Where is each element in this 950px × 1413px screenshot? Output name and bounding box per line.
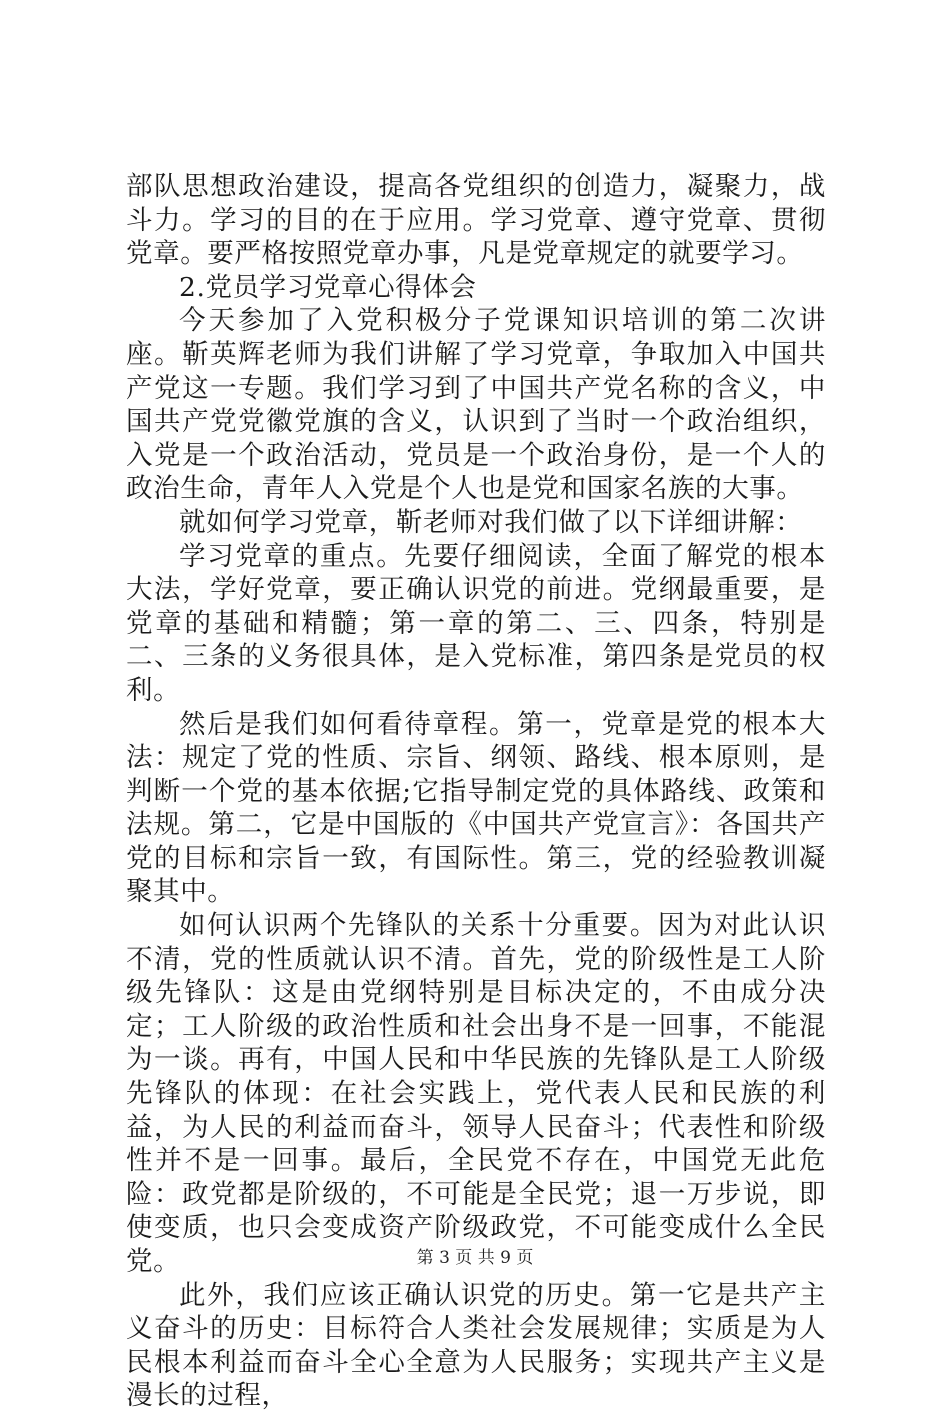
paragraph: 今天参加了入党积极分子党课知识培训的第二次讲座。靳英辉老师为我们讲解了学习党章，争取加入中国共产党这一专题。我们学习到了中国共产党名称的含义，中国共产党党徽党旗的含义，认识到了当时一个政治组织，入党是一个政治活动，党员是一个政治身份，是一个人的政治生命，青年人入党是个人也是党和国家名族的大事。 (126, 305, 826, 505)
paragraph: 此外，我们应该正确认识党的历史。第一它是共产主义奋斗的历史：目标符合人类社会发展规律；实质是为人民根本利益而奋斗全心全意为人民服务；实现共产主义是漫长的过程， (126, 1279, 826, 1412)
paragraph: 就如何学习党章，靳老师对我们做了以下详细讲解： (179, 506, 803, 538)
body-text (126, 170, 826, 1413)
paragraph: 然后是我们如何看待章程。第一，党章是党的根本大法：规定了党的性质、宗旨、纲领、路线、根本原则，是判断一个党的基本依据;它指导制定党的具体路线、政策和法规。第二，它是中国版的《中国共产党宣言》：各国共产党的目标和宗旨一致，有国际性。第三，党的经验教训凝聚其中。 (126, 708, 826, 908)
paragraph-continuation: 部队思想政治建设，提高各党组织的创造力，凝聚力，战斗力。学习的目的在于应用。学习党章、遵守党章、贯彻党章。要严格按照党章办事，凡是党章规定的就要学习。 (126, 171, 826, 270)
section-heading: 2.党员学习党章心得体会 (179, 271, 477, 303)
paragraph: 如何认识两个先锋队的关系十分重要。因为对此认识不清，党的性质就认识不清。首先，党的阶级性是工人阶级先锋队：这是由党纲特别是目标决定的，不由成分决定；工人阶级的政治性质和社会出身不是一回事，不能混为一谈。再有，中国人民和中华民族的先锋队是工人阶级先锋队的体现：在社会实践上，党代表人民和民族的利益，为人民的利益而奋斗，领导人民奋斗；代表性和阶级性并不是一回事。最后，全民党不存在，中国党无此危险：政党都是阶级的，不可能是全民党；退一万步说，即使变质，也只会变成资产阶级政党，不可能变成什么全民党。 (126, 910, 826, 1277)
paragraph: 学习党章的重点。先要仔细阅读，全面了解党的根本大法，学好党章，要正确认识党的前进。党纲最重要，是党章的基础和精髓；第一章的第二、三、四条，特别是二、三条的义务很具体，是入党标准，第四条是党员的权利。 (126, 540, 826, 706)
page-number-footer: 第 3 页 共 9 页 (416, 1248, 534, 1268)
